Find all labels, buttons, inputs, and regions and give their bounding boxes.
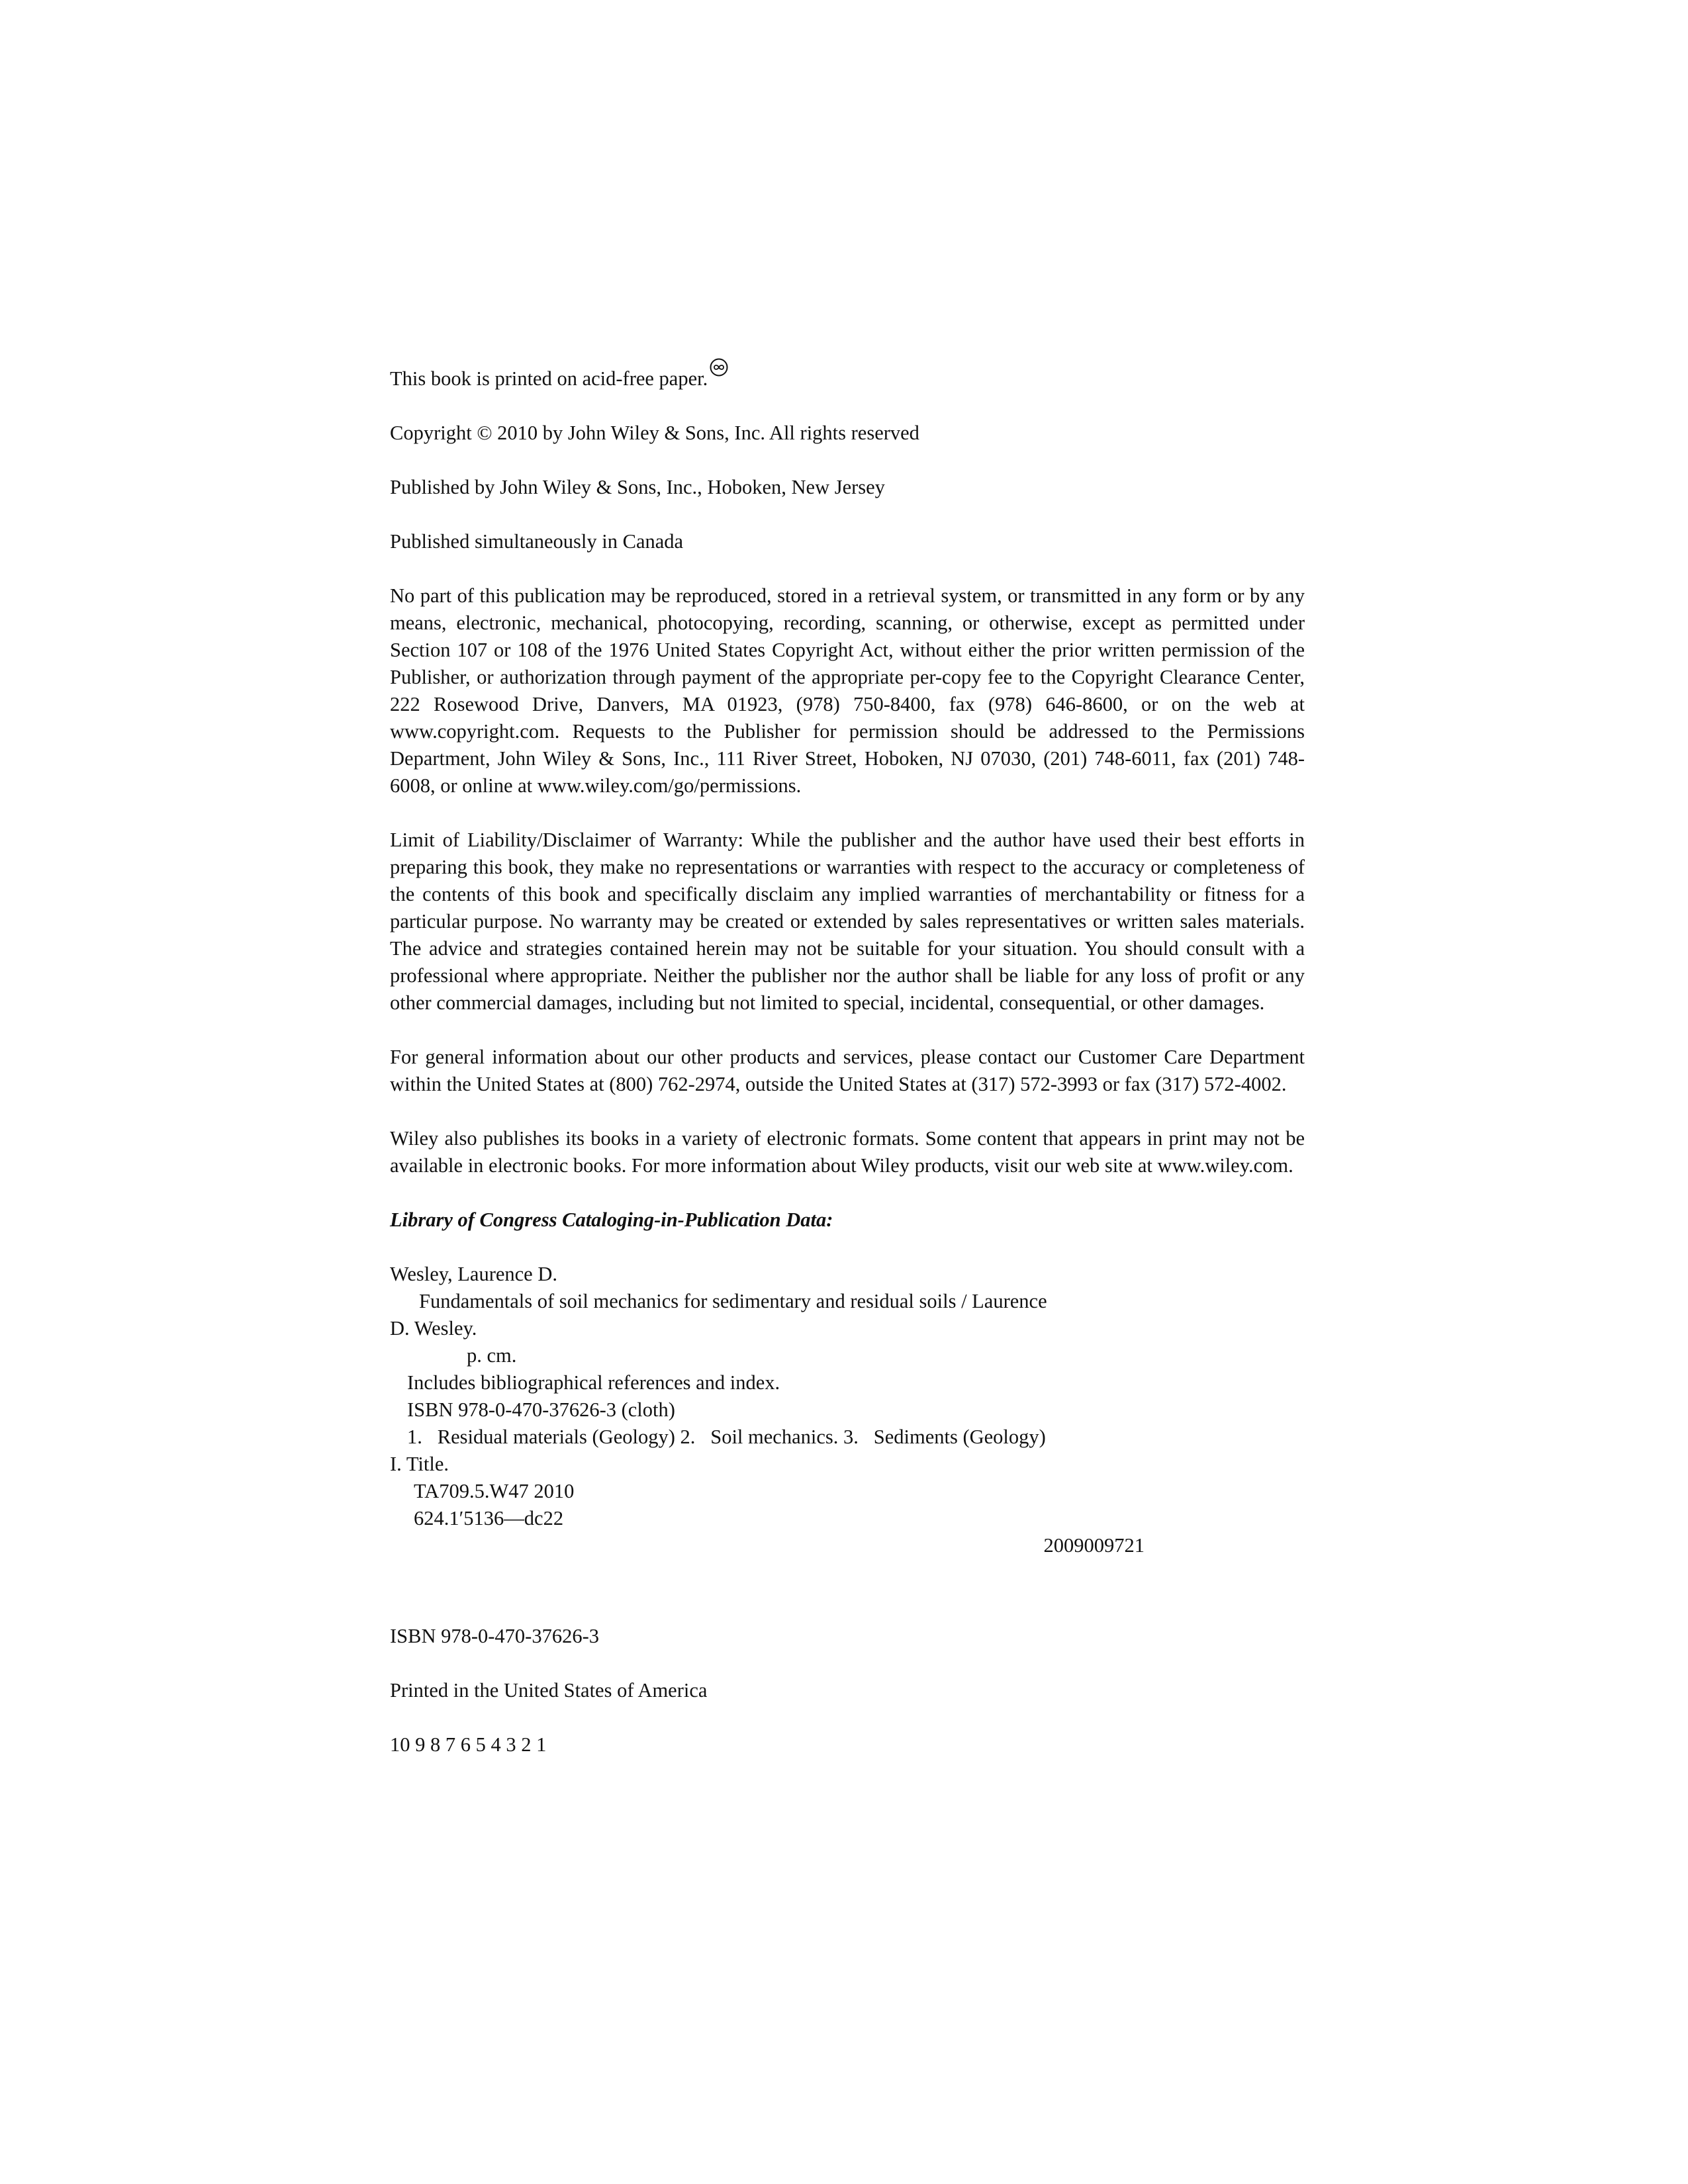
electronic-formats-paragraph: Wiley also publishes its books in a variety of electronic formats. Some content that appears in print may not be available in electronic books. For more information about Wiley products, visit our web site at www.wiley.com. [390, 1127, 1305, 1177]
cip-title-line1: Fundamentals of soil mechanics for sedimentary and residual soils / Laurence [419, 1290, 1047, 1312]
published-by-line: Published by John Wiley & Sons, Inc., Hoboken, New Jersey [390, 476, 885, 498]
acid-free-text: This book is printed on acid-free paper. [390, 367, 708, 390]
cip-lc-class: TA709.5.W47 2010 [414, 1480, 575, 1502]
isbn-line: ISBN 978-0-470-37626-3 [390, 1625, 599, 1647]
cip-title-line2: D. Wesley. [390, 1317, 477, 1340]
infinity-paper-icon [709, 357, 729, 377]
cip-dewey: 624.1′5136—dc22 [414, 1507, 564, 1529]
cip-subjects-line2: I. Title. [390, 1453, 449, 1475]
cip-record [390, 1261, 1145, 1559]
cip-includes: Includes bibliographical references and index. [407, 1371, 780, 1394]
printed-in-line: Printed in the United States of America [390, 1679, 708, 1702]
liability-paragraph: Limit of Liability/Disclaimer of Warranty: While the publisher and the author have used their best efforts in preparing this book, they make no representations or warranties with respect to the accuracy or completeness of the contents of this book and specifically disclaim any implied warranties of merchantability or fitness for a particular purpose. No warranty may be created or extended by sales representatives or written sales materials. The advice and strategies contained herein may not be suitable for your situation. You should consult with a professional where appropriate. Neither the publisher nor the author shall be liable for any loss of profit or any other commercial damages, including but not limited to special, incidental, consequential, or other damages. [390, 829, 1305, 1014]
cip-author: Wesley, Laurence D. [390, 1263, 557, 1285]
rights-paragraph: No part of this publication may be reproduced, stored in a retrieval system, or transmitted in any form or by any means, electronic, mechanical, photocopying, recording, scanning, or otherwise, except as permitted under Section 107 or 108 of the 1976 United States Copyright Act, without either the prior written permission of the Publisher, or authorization through payment of the appropriate per-copy fee to the Copyright Clearance Center, 222 Rosewood Drive, Danvers, MA 01923, (978) 750-8400, fax (978) 646-8600, or on the web at www.copyright.com. Requests to the Publisher for permission should be addressed to the Permissions Department, John Wiley & Sons, Inc., 111 River Street, Hoboken, NJ 07030, (201) 748-6011, fax (201) 748-6008, or online at www.wiley.com/go/permissions. [390, 584, 1305, 797]
cip-heading: Library of Congress Cataloging-in-Publication Data: [390, 1208, 833, 1231]
cip-lccn: 2009009721 [1043, 1534, 1145, 1557]
copyright-text-block [390, 357, 1305, 1758]
cip-pcm: p. cm. [467, 1344, 517, 1367]
cip-subjects-line1: 1. Residual materials (Geology) 2. Soil mechanics. 3. Sediments (Geology) [407, 1426, 1046, 1448]
acid-free-line [390, 357, 1305, 392]
info-paragraph: For general information about our other products and services, please contact our Customer Care Department within the United States at (800) 762-2974, outside the United States at (317) 572-3993 or fax (317) 572-4002. [390, 1046, 1305, 1095]
published-canada-line: Published simultaneously in Canada [390, 530, 684, 553]
print-line: 10 9 8 7 6 5 4 3 2 1 [390, 1733, 547, 1756]
cip-isbn-cloth: ISBN 978-0-470-37626-3 (cloth) [407, 1398, 675, 1421]
copyright-line: Copyright © 2010 by John Wiley & Sons, Inc. All rights reserved [390, 422, 919, 444]
